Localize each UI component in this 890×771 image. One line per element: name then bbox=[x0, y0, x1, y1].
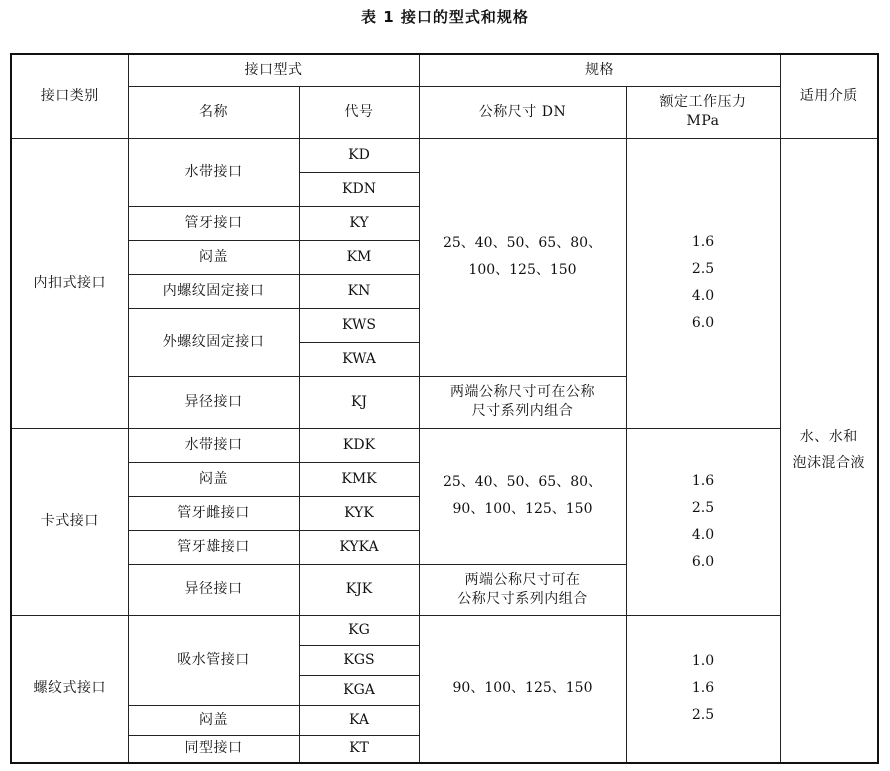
code-cell: KYK bbox=[299, 496, 419, 530]
name-cell: 异径接口 bbox=[128, 564, 299, 615]
header-medium: 适用介质 bbox=[780, 54, 878, 138]
code-cell: KJ bbox=[299, 376, 419, 428]
header-pressure-unit: MPa bbox=[686, 113, 720, 129]
nominal-size-cell bbox=[419, 428, 626, 564]
code-cell: KD bbox=[299, 138, 419, 172]
pressure-value: 2.5 bbox=[691, 499, 715, 516]
header-category: 接口类别 bbox=[11, 54, 128, 138]
name-cell: 吸水管接口 bbox=[128, 615, 299, 705]
pressure-value: 2.5 bbox=[691, 261, 715, 277]
pressure-value: 4.0 bbox=[691, 288, 715, 304]
reducer-note-line: 尺寸系列内组合 bbox=[471, 403, 574, 419]
header-pressure bbox=[626, 86, 780, 138]
pressure-value: 1.6 bbox=[691, 472, 715, 489]
name-cell: 管牙雌接口 bbox=[128, 496, 299, 530]
pressure-cell bbox=[626, 615, 780, 763]
reducer-note-line: 公称尺寸系列内组合 bbox=[457, 590, 588, 607]
name-cell: 水带接口 bbox=[128, 138, 299, 206]
pressure-cell bbox=[626, 138, 780, 428]
name-cell: 水带接口 bbox=[128, 428, 299, 462]
nominal-size-line: 90、100、125、150 bbox=[452, 680, 593, 697]
interface-spec-table bbox=[10, 53, 879, 764]
reducer-note-line: 两端公称尺寸可在 bbox=[464, 571, 581, 588]
reducer-note-cell bbox=[419, 564, 626, 615]
code-cell: KGA bbox=[299, 675, 419, 705]
header-interface-type: 接口型式 bbox=[128, 54, 419, 86]
category-cell: 内扣式接口 bbox=[11, 138, 128, 428]
code-cell: KDN bbox=[299, 172, 419, 206]
pressure-value: 1.6 bbox=[691, 234, 715, 250]
name-cell: 闷盖 bbox=[128, 705, 299, 735]
code-cell: KG bbox=[299, 615, 419, 645]
code-cell: KJK bbox=[299, 564, 419, 615]
code-cell: KGS bbox=[299, 645, 419, 675]
code-cell: KDK bbox=[299, 428, 419, 462]
name-cell: 外螺纹固定接口 bbox=[128, 308, 299, 376]
nominal-size-cell bbox=[419, 615, 626, 763]
medium-line: 泡沫混合液 bbox=[792, 455, 865, 472]
nominal-size-line: 100、125、150 bbox=[468, 262, 577, 278]
name-cell: 闷盖 bbox=[128, 240, 299, 274]
category-cell: 螺纹式接口 bbox=[11, 615, 128, 763]
code-cell: KWA bbox=[299, 342, 419, 376]
nominal-size-line: 25、40、50、65、80、 bbox=[442, 474, 603, 490]
nominal-size-line: 90、100、125、150 bbox=[452, 501, 593, 517]
category-cell: 卡式接口 bbox=[11, 428, 128, 615]
medium-cell bbox=[780, 138, 878, 763]
pressure-value: 6.0 bbox=[691, 315, 715, 331]
code-cell: KM bbox=[299, 240, 419, 274]
code-cell: KMK bbox=[299, 462, 419, 496]
code-cell: KA bbox=[299, 705, 419, 735]
name-cell: 内螺纹固定接口 bbox=[128, 274, 299, 308]
reducer-note-line: 两端公称尺寸可在公称 bbox=[450, 384, 595, 401]
header-name: 名称 bbox=[128, 86, 299, 138]
pressure-value: 1.0 bbox=[691, 653, 715, 670]
name-cell: 管牙雄接口 bbox=[128, 530, 299, 564]
table-title: 表 1 接口的型式和规格 bbox=[361, 8, 529, 26]
pressure-value: 4.0 bbox=[691, 526, 715, 543]
header-spec: 规格 bbox=[419, 54, 780, 86]
nominal-size-line: 25、40、50、65、80、 bbox=[442, 235, 603, 251]
medium-line: 水、水和 bbox=[799, 429, 858, 446]
pressure-cell bbox=[626, 428, 780, 615]
name-cell: 异径接口 bbox=[128, 376, 299, 428]
pressure-value: 6.0 bbox=[691, 553, 715, 570]
code-cell: KT bbox=[299, 735, 419, 763]
name-cell: 管牙接口 bbox=[128, 206, 299, 240]
name-cell: 闷盖 bbox=[128, 462, 299, 496]
pressure-value: 1.6 bbox=[691, 680, 715, 697]
header-nominal-size: 公称尺寸 DN bbox=[419, 86, 626, 138]
code-cell: KN bbox=[299, 274, 419, 308]
code-cell: KYKA bbox=[299, 530, 419, 564]
header-code: 代号 bbox=[299, 86, 419, 138]
header-pressure-label: 额定工作压力 bbox=[659, 94, 747, 111]
code-cell: KY bbox=[299, 206, 419, 240]
pressure-value: 2.5 bbox=[691, 707, 715, 724]
nominal-size-cell bbox=[419, 138, 626, 376]
reducer-note-cell bbox=[419, 376, 626, 428]
name-cell: 同型接口 bbox=[128, 735, 299, 763]
code-cell: KWS bbox=[299, 308, 419, 342]
